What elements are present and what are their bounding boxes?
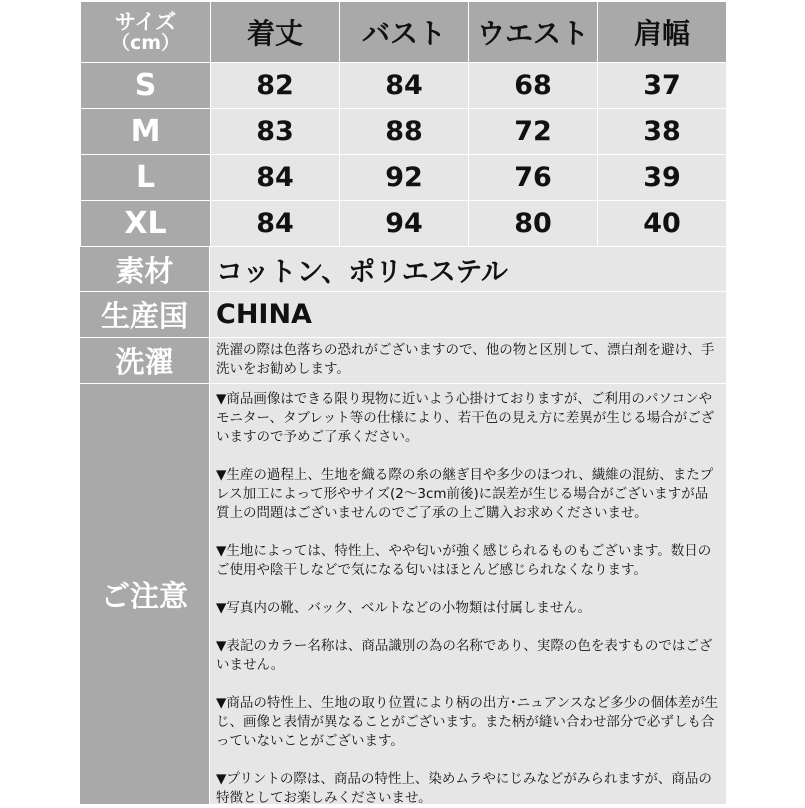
note-paragraph: ▼生地によっては、特性上、やや匂いが強く感じられるものもございます。数日のご使用や陰干しなどで気になる匂いはほとんど感じられなくなります。 [216,543,712,578]
note-paragraph: ▼商品画像はできる限り現物に近いよう心掛けておりますが、ご利用のパソコンやモニター、タブレット等の仕様により、若干色の見え方に差異が生じる場合がございますので予めご了承ください。 [216,391,715,445]
size-table [80,1,727,247]
washing-value: 洗濯の際は色落ちの恐れがございますので、他の物と区別して、漂白剤を避け、手洗いをお勧めします。 [210,338,726,383]
material-label: 素材 [80,247,210,291]
size-value: 84 [340,63,469,109]
size-value: 83 [211,109,340,155]
table-row [81,109,727,155]
size-corner-unit: （cm） [110,32,181,54]
size-value: 38 [598,109,727,155]
note-paragraph: ▼プリントの際は、商品の特性上、染めムラやにじみなどがみられますが、商品の特徴としてお楽しみくださいませ。 [216,771,712,806]
note-paragraph: ▼生産の過程上、生地を織る際の糸の継ぎ目や多少のほつれ、繊維の混紡、またプレス加工によって形やサイズ(2～3cm前後)に誤差が生じる場合がございますが品質上の問題はございませんのでご了承の上ご購入お求めくださいませ。 [216,467,714,521]
product-info-sheet [80,1,726,804]
table-row [81,155,727,201]
note-paragraph: ▼表記のカラー名称は、商品識別の為の名称であり、実際の色を表すものではございません。 [216,638,713,673]
column-header-bust: バスト [340,2,469,63]
size-table-header-row [81,2,727,63]
size-value: 76 [469,155,598,201]
origin-value: CHINA [210,292,726,337]
size-label: XL [81,201,211,247]
notes-label: ご注意 [80,384,210,804]
table-row [81,201,727,247]
material-row [80,247,726,292]
size-value: 82 [211,63,340,109]
size-corner-title: サイズ [114,10,177,34]
table-row [81,63,727,109]
size-value: 40 [598,201,727,247]
note-paragraph: ▼商品の特性上、生地の取り位置により柄の出方･ニュアンスなど多少の個体差が生じ、画像と表情が異なることがございます。また柄が縫い合わせ部分で必ずしも合っていないことがございます。 [216,695,719,749]
notes-row [80,384,726,804]
size-value: 88 [340,109,469,155]
column-header-waist: ウエスト [469,2,598,63]
size-value: 94 [340,201,469,247]
size-value: 72 [469,109,598,155]
column-header-length: 着丈 [211,2,340,63]
size-value: 80 [469,201,598,247]
size-corner-cell [81,2,211,63]
size-value: 39 [598,155,727,201]
size-value: 37 [598,63,727,109]
notes-value [210,384,726,804]
product-details [80,247,726,804]
size-label: M [81,109,211,155]
washing-row [80,338,726,384]
washing-label: 洗濯 [80,338,210,383]
size-value: 92 [340,155,469,201]
size-value: 84 [211,155,340,201]
size-label: L [81,155,211,201]
size-label: S [81,63,211,109]
origin-row [80,292,726,338]
note-paragraph: ▼写真内の靴、バック、ベルトなどの小物類は付属しません。 [216,600,592,616]
column-header-shoulder: 肩幅 [598,2,727,63]
size-value: 84 [211,201,340,247]
size-value: 68 [469,63,598,109]
material-value: コットン、ポリエステル [210,247,726,291]
origin-label: 生産国 [80,292,210,337]
